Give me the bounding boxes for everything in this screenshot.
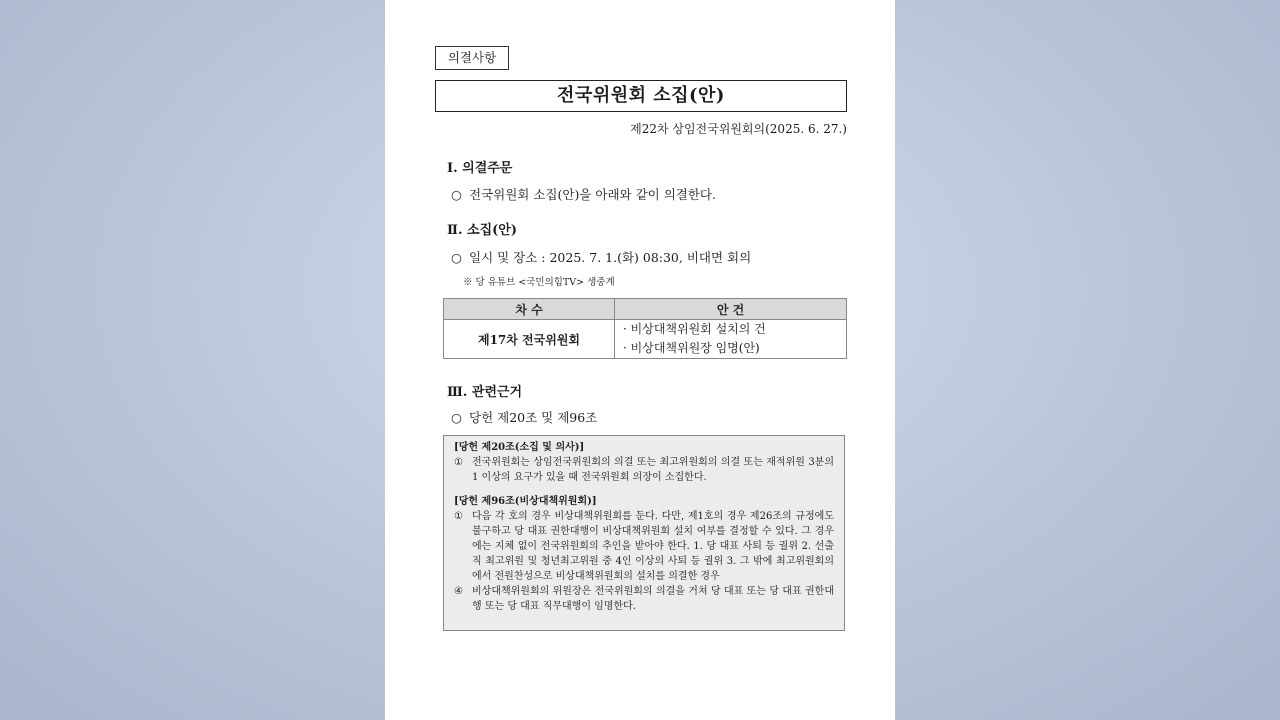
document-page [385,0,895,720]
agenda-item: · 비상대책위원회 설치의 건 [623,322,766,336]
section-2-text: 일시 및 장소 : 2025. 7. 1.(화) 08:30, 비대면 회의 [469,250,752,265]
agenda-item: · 비상대책위원장 임명(안) [623,341,760,355]
agenda-table [443,298,847,359]
clause-number: ④ [454,586,463,597]
table-header-agenda: 안 건 [615,299,847,320]
section-3-bullet [451,408,597,426]
clause-text: 비상대책위원회의 위원장은 전국위원회의 의결을 거쳐 당 대표 또는 당 대표 권한대행 또는 당 대표 직무대행이 임명한다. [472,586,834,612]
spacer [454,485,834,494]
section-1-bullet [451,185,716,203]
clause-number: ① [454,511,463,522]
clause-text: 다음 각 호의 경우 비상대책위원회를 둔다. 다만, 제1호의 경우 제26조의 규정에도 불구하고 당 대표 권한대행이 비상대책위원회 설치 여부를 결정할 수 있다. 그 경우에는 지체 없이 전국위원회의 추인을 받아야 한다. 1. 당 대표 사퇴 등 궐위 2. 선출직 최고위원 및 청년최고위원 중 4인 이상의 사퇴 등 궐위 3. 그 밖에 최고위원회의에서 전원찬성으로 비상대책위원회의 설치를 의결한 경우 [472,511,834,582]
circle-bullet-icon: ○ [451,410,462,425]
section-2-heading: Ⅱ. 소집(안) [447,223,517,238]
section-2-bullet [451,248,751,266]
table-header-row [444,299,847,320]
circle-bullet-icon: ○ [451,250,462,265]
table-cell-items [615,320,847,359]
clause-text: 전국위원회는 상임전국위원회의 의결 또는 최고위원회의 의결 또는 재적위원 3분의 1 이상의 요구가 있을 때 전국위원회 의장이 소집한다. [472,457,834,483]
circle-bullet-icon: ○ [451,187,462,202]
article-20-clause [454,455,834,485]
document-title: 전국위원회 소집(안) [435,80,847,112]
clause-number: ① [454,457,463,468]
article-96-clause-1 [454,509,834,584]
table-cell-round: 제17차 전국위원회 [444,320,615,359]
section-3-text: 당헌 제20조 및 제96조 [469,410,598,425]
section-3-heading: Ⅲ. 관련근거 [447,385,523,400]
resolution-tag: 의결사항 [435,46,509,70]
article-20-title: [당헌 제20조(소집 및 의사)] [454,442,585,453]
broadcast-note: ※ 당 유튜브 <국민의힘TV> 생중계 [463,277,615,288]
article-96-clause-4 [454,584,834,614]
table-row [444,320,847,359]
charter-excerpt-box [443,435,845,631]
meeting-info: 제22차 상임전국위원회의(2025. 6. 27.) [630,122,847,136]
section-1-text: 전국위원회 소집(안)을 아래와 같이 의결한다. [469,187,716,202]
article-96-title: [당헌 제96조(비상대책위원회)] [454,496,597,507]
section-1-heading: Ⅰ. 의결주문 [447,161,513,176]
table-header-round: 차 수 [444,299,615,320]
